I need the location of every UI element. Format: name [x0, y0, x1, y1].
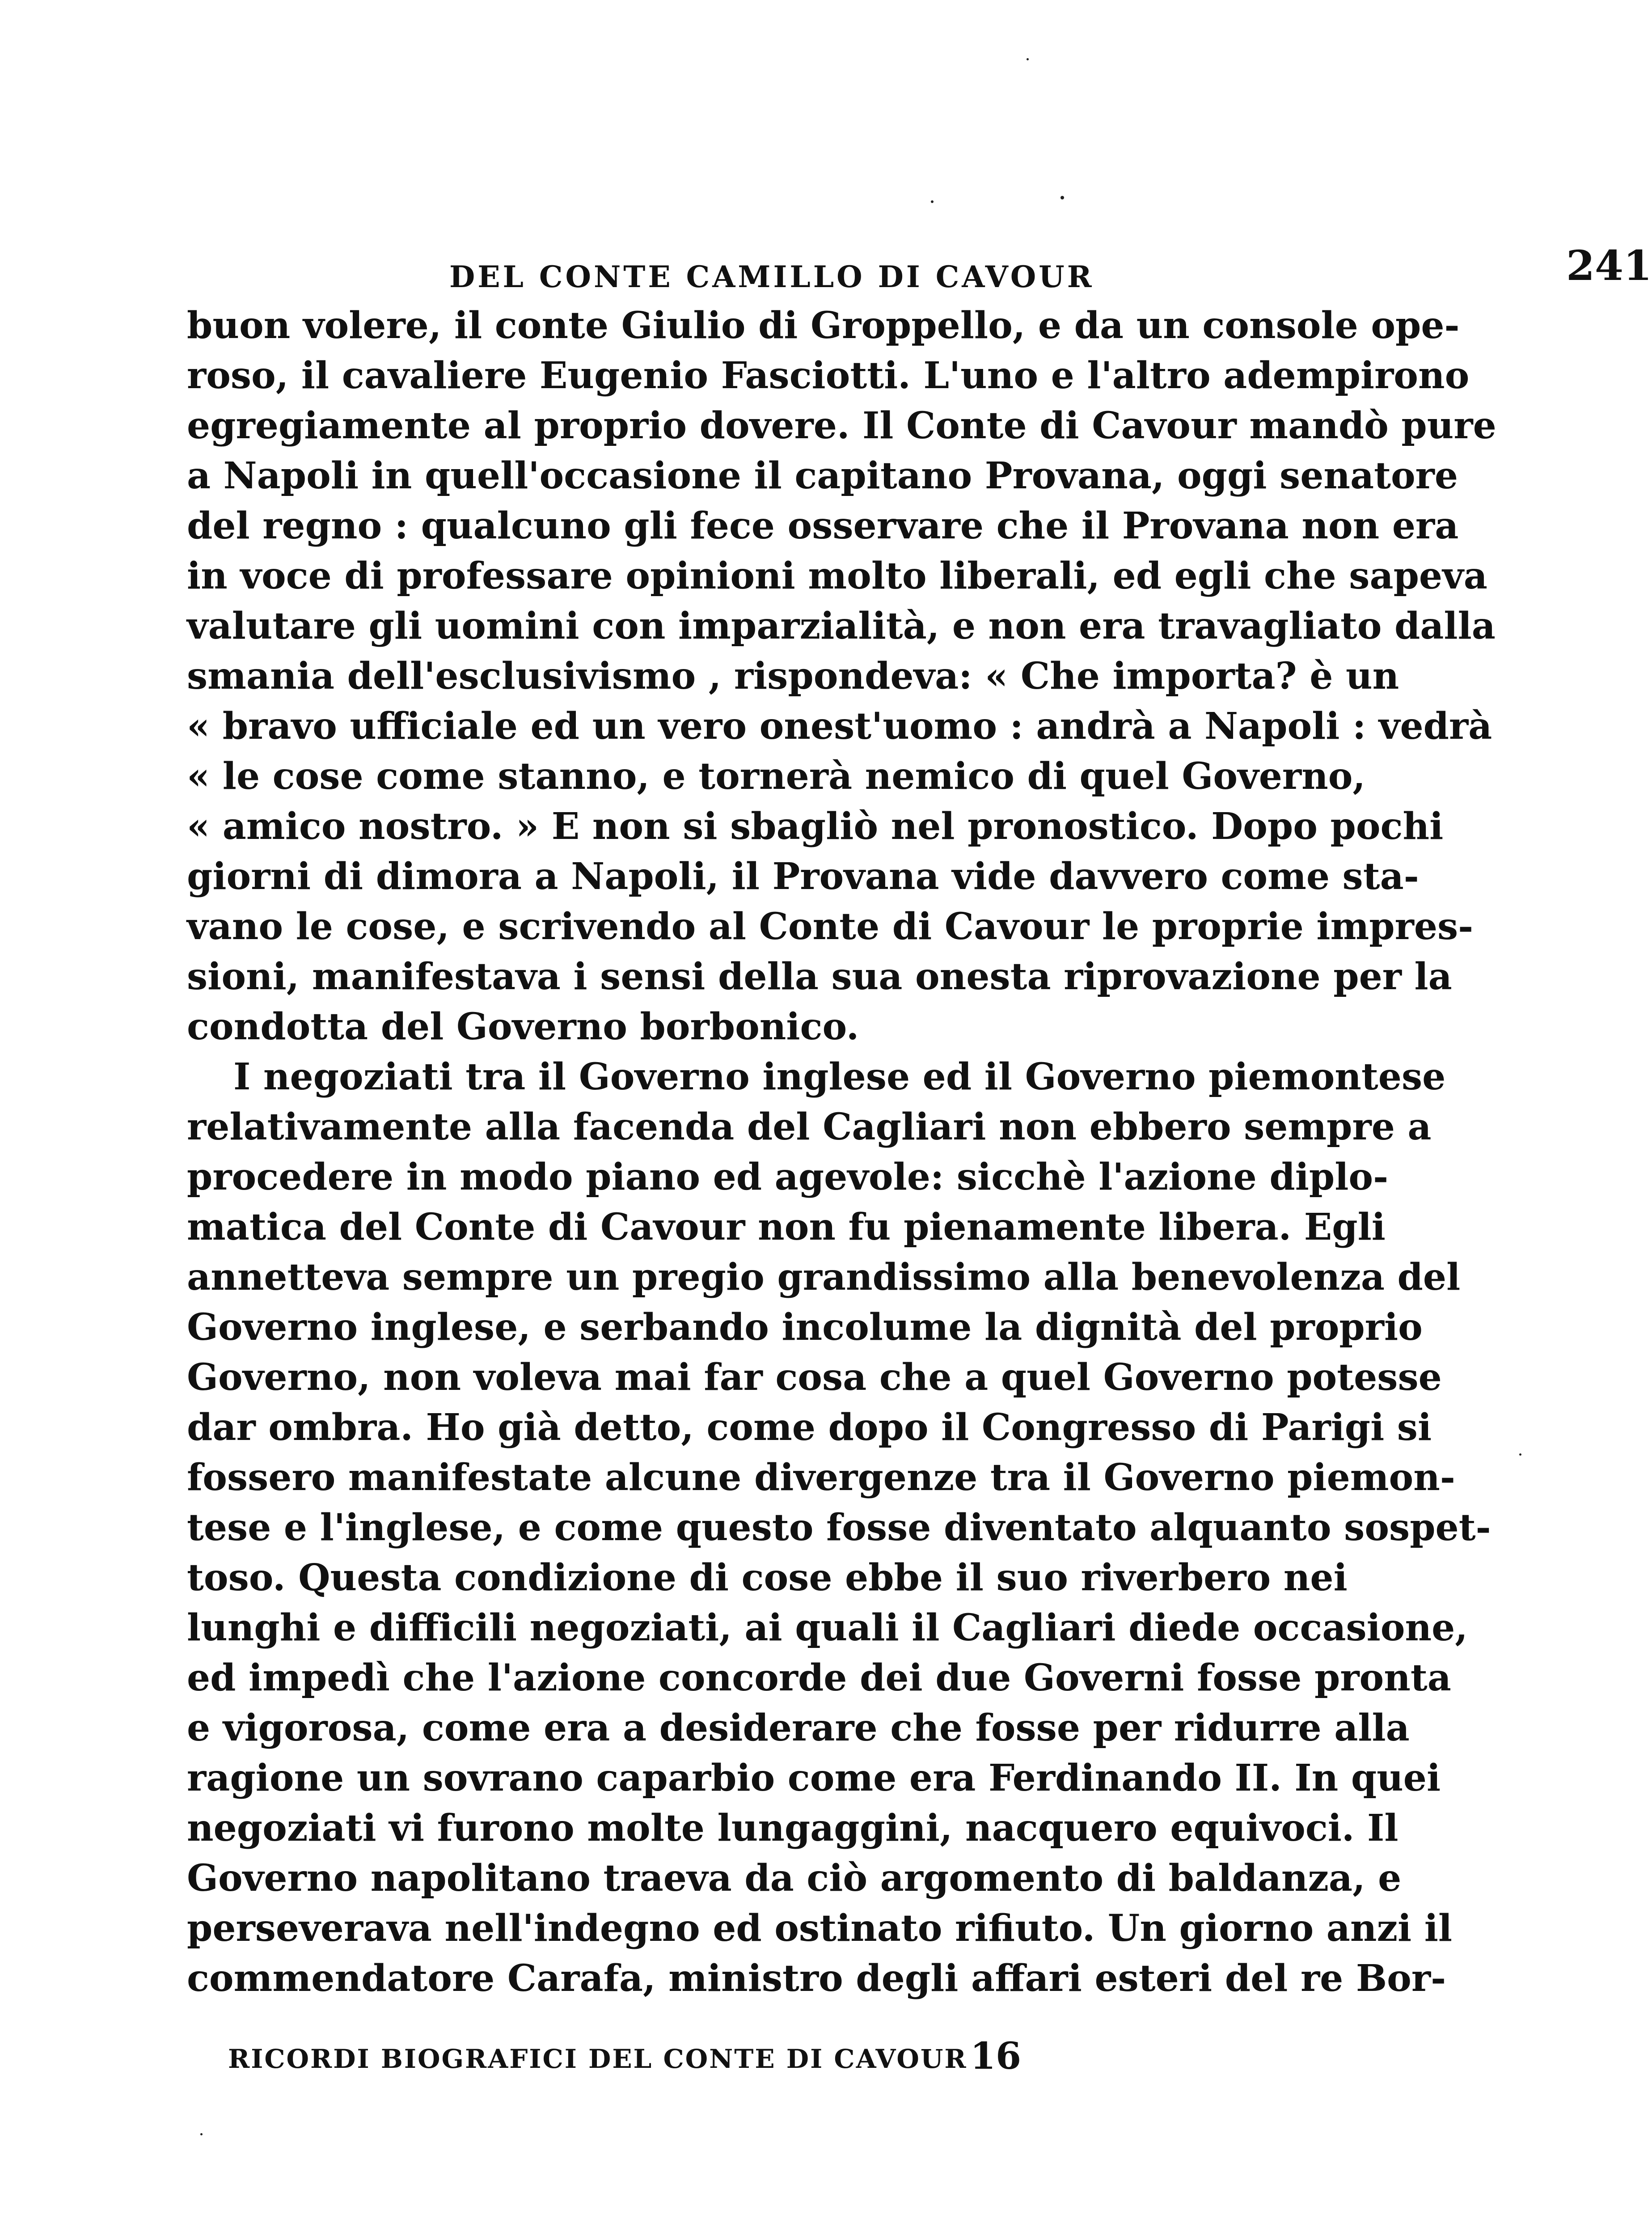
text-line: procedere in modo piano ed agevole: sicchè l'azione diplo- — [187, 1156, 1389, 1198]
text-line: relativamente alla facenda del Cagliari non ebbero sempre a — [187, 1105, 1432, 1148]
text-line: « le cose come stanno, e tornerà nemico di quel Governo, — [187, 755, 1365, 798]
text-line: I negoziati tra il Governo inglese ed il Governo piemontese — [233, 1055, 1446, 1098]
text-line: matica del Conte di Cavour non fu pienamente libera. Egli — [187, 1206, 1386, 1249]
text-line: dar ombra. Ho già detto, come dopo il Congresso di Parigi si — [187, 1406, 1432, 1449]
text-line: fossero manifestate alcune divergenze tra il Governo piemon- — [187, 1456, 1455, 1499]
text-line: Governo inglese, e serbando incolume la dignità del proprio — [187, 1306, 1423, 1349]
text-line: e vigorosa, come era a desiderare che fosse per ridurre alla — [187, 1707, 1410, 1749]
text-line: ragione un sovrano caparbio come era Ferdinando II. In quei — [187, 1757, 1441, 1800]
footer-book-title: RICORDI BIOGRAFICI DEL CONTE DI CAVOUR — [228, 2044, 968, 2074]
paper-speck — [1027, 58, 1029, 60]
text-line: smania dell'esclusivismo , rispondeva: « Che importa? è un — [187, 655, 1399, 698]
text-line: vano le cose, e scrivendo al Conte di Cavour le proprie impres- — [187, 905, 1474, 948]
page-number: 241 — [1566, 241, 1652, 290]
text-line: ed impedì che l'azione concorde dei due Governi fosse pronta — [187, 1656, 1451, 1699]
text-line: « bravo ufficiale ed un vero onest'uomo : andrà a Napoli : vedrà — [187, 705, 1492, 748]
text-line: buon volere, il conte Giulio di Groppello, e da un console ope- — [187, 304, 1460, 347]
text-line: toso. Questa condizione di cose ebbe il suo riverbero nei — [187, 1556, 1348, 1599]
text-line: egregiamente al proprio dovere. Il Conte di Cavour mandò pure — [187, 404, 1496, 447]
text-line: in voce di professare opinioni molto liberali, ed egli che sapeva — [187, 555, 1487, 597]
text-line: annetteva sempre un pregio grandissimo alla benevolenza del — [187, 1256, 1461, 1299]
page-footer — [228, 2035, 1122, 2079]
text-line: roso, il cavaliere Eugenio Fasciotti. L'uno e l'altro adempirono — [187, 354, 1470, 397]
paper-speck — [1060, 196, 1064, 199]
text-line: valutare gli uomini con imparzialità, e non era travagliato dalla — [187, 605, 1496, 648]
text-line: commendatore Carafa, ministro degli affari esteri del re Bor- — [187, 1957, 1446, 2000]
running-head — [449, 241, 1652, 294]
text-line: negoziati vi furono molte lungaggini, nacquero equivoci. Il — [187, 1807, 1398, 1850]
text-line: condotta del Governo borbonico. — [187, 1005, 859, 1048]
text-line: tese e l'inglese, e come questo fosse diventato alquanto sospet- — [187, 1506, 1491, 1549]
text-line: giorni di dimora a Napoli, il Provana vide davvero come sta- — [187, 855, 1419, 898]
text-line: perseverava nell'indegno ed ostinato rifiuto. Un giorno anzi il — [187, 1907, 1453, 1950]
text-line: del regno : qualcuno gli fece osservare che il Provana non era — [187, 504, 1459, 547]
running-title: DEL CONTE CAMILLO DI CAVOUR — [449, 259, 1094, 294]
text-line: Governo, non voleva mai far cosa che a quel Governo potesse — [187, 1356, 1442, 1399]
paper-speck — [1519, 1453, 1521, 1456]
text-line: Governo napolitano traeva da ciò argomento di baldanza, e — [187, 1857, 1402, 1900]
text-line: sioni, manifestava i sensi della sua onesta riprovazione per la — [187, 955, 1452, 998]
signature-number: 16 — [970, 2035, 1022, 2078]
body-text — [187, 301, 1496, 2003]
text-line: « amico nostro. » E non si sbagliò nel pronostico. Dopo pochi — [187, 805, 1444, 848]
paper-speck — [931, 200, 934, 203]
paper-speck — [200, 2133, 203, 2135]
text-line: a Napoli in quell'occasione il capitano Provana, oggi senatore — [187, 454, 1458, 497]
text-line: lunghi e difficili negoziati, ai quali il Cagliari diede occasione, — [187, 1606, 1468, 1649]
